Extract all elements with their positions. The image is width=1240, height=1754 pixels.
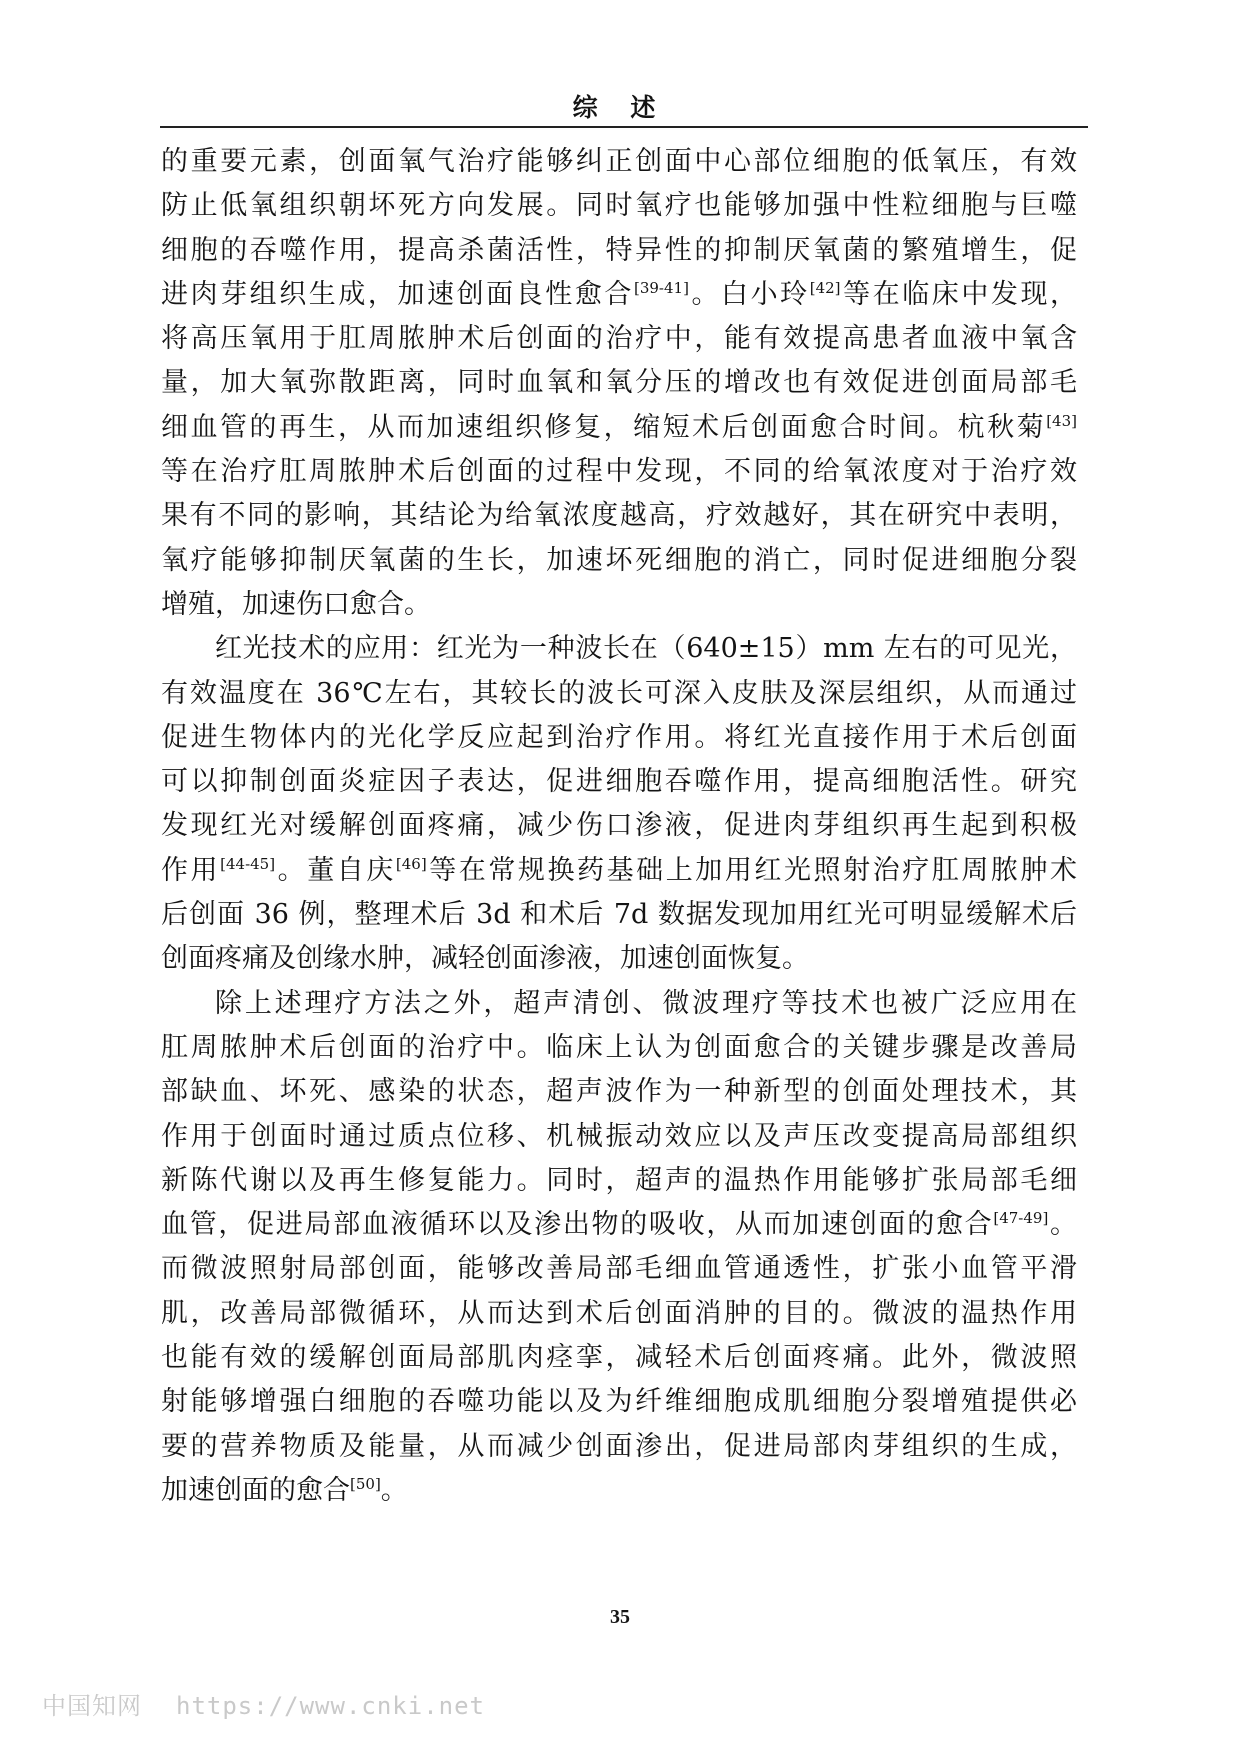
text-run: 除上述理疗方法之外，超声清创、微波理疗等技术也被广泛应用在 <box>215 987 1077 1019</box>
text-line <box>161 1336 1077 1380</box>
text-line <box>161 893 1077 937</box>
text-line <box>161 317 1077 361</box>
text-line <box>161 1292 1077 1336</box>
text-line <box>161 804 1077 848</box>
text-run: 细血管的再生，从而加速组织修复，缩短术后创面愈合时间。杭秋菊 <box>161 411 1047 443</box>
text-run: 果有不同的影响，其结论为给氧浓度越高，疗效越好，其在研究中表明， <box>161 500 1077 532</box>
text-run: 等在治疗肛周脓肿术后创面的过程中发现，不同的给氧浓度对于治疗效 <box>161 456 1077 488</box>
text-run: 可以抑制创面炎症因子表达，促进细胞吞噬作用，提高细胞活性。研究 <box>161 766 1077 798</box>
text-line <box>161 1469 1077 1513</box>
text-line <box>161 1070 1077 1114</box>
text-line <box>161 1026 1077 1070</box>
watermark <box>42 1686 485 1721</box>
text-line <box>161 716 1077 760</box>
text-line <box>161 760 1077 804</box>
text-line <box>161 140 1077 184</box>
page-number: 35 <box>610 1606 630 1628</box>
text-line <box>161 1380 1077 1424</box>
text-run: 促进生物体内的光化学反应起到治疗作用。将红光直接作用于术后创面 <box>161 721 1077 753</box>
text-line <box>161 539 1077 583</box>
text-run: 加速创面的愈合 <box>161 1474 350 1506</box>
text-run: 而微波照射局部创面，能够改善局部毛细血管通透性，扩张小血管平滑 <box>161 1253 1077 1285</box>
text-run: 将高压氧用于肛周脓肿术后创面的治疗中，能有效提高患者血液中氧含 <box>161 323 1077 355</box>
text-run: 细胞的吞噬作用，提高杀菌活性，特异性的抑制厌氧菌的繁殖增生，促 <box>161 234 1077 266</box>
text-line <box>161 937 1077 981</box>
text-run: 要的营养物质及能量，从而减少创面渗出，促进局部肉芽组织的生成， <box>161 1430 1077 1462</box>
text-run: 。白小玲 <box>688 278 810 310</box>
text-line <box>161 406 1077 450</box>
text-run: 也能有效的缓解创面局部肌肉痉挛，减轻术后创面疼痛。此外，微波照 <box>161 1342 1077 1374</box>
text-run: 射能够增强白细胞的吞噬功能以及为纤维细胞成肌细胞分裂增殖提供必 <box>161 1386 1077 1418</box>
section-header-title: 综 述 <box>572 93 668 122</box>
text-run: 增殖，加速伤口愈合。 <box>161 588 431 620</box>
text-line <box>161 361 1077 405</box>
text-line <box>161 672 1077 716</box>
text-run: 有效温度在 36℃左右，其较长的波长可深入皮肤及深层组织，从而通过 <box>161 677 1077 709</box>
text-run: 氧疗能够抑制厌氧菌的生长，加速坏死细胞的消亡，同时促进细胞分裂 <box>161 544 1077 576</box>
watermark-brand: 中国知网 <box>42 1692 142 1720</box>
citation-ref: [43] <box>1046 411 1077 430</box>
text-run: 后创面 36 例，整理术后 3d 和术后 7d 数据发现加用红光可明显缓解术后 <box>161 899 1077 931</box>
text-run: 血管，促进局部血液循环以及渗出物的吸收，从而加速创面的愈合 <box>161 1209 994 1241</box>
text-line <box>161 273 1077 317</box>
text-run: 作用 <box>161 854 221 886</box>
text-run: 创面疼痛及创缘水肿，减轻创面渗液，加速创面恢复。 <box>161 943 809 975</box>
text-run: 等在常规换药基础上加用红光照射治疗肛周脓肿术 <box>426 854 1078 886</box>
header-divider <box>160 126 1088 128</box>
text-run: 。董自庆 <box>275 854 396 886</box>
text-line <box>161 450 1077 494</box>
text-run: 。 <box>1048 1209 1077 1241</box>
text-line <box>161 229 1077 273</box>
text-line <box>161 1115 1077 1159</box>
text-run: 量，加大氧弥散距离，同时血氧和氧分压的增改也有效促进创面局部毛 <box>161 367 1077 399</box>
citation-ref: [47-49] <box>993 1209 1049 1228</box>
text-run: 。 <box>380 1474 408 1506</box>
text-line <box>161 849 1077 893</box>
text-run: 肛周脓肿术后创面的治疗中。临床上认为创面愈合的关键步骤是改善局 <box>161 1031 1077 1063</box>
text-run: 部缺血、坏死、感染的状态，超声波作为一种新型的创面处理技术，其 <box>161 1076 1077 1108</box>
citation-ref: [46] <box>395 854 427 873</box>
text-line <box>161 184 1077 228</box>
text-line <box>161 982 1077 1026</box>
text-run: 发现红光对缓解创面疼痛，减少伤口渗液，促进肉芽组织再生起到积极 <box>161 810 1077 842</box>
text-line <box>161 1203 1077 1247</box>
citation-ref: [50] <box>350 1474 381 1493</box>
body-text <box>161 140 1077 1513</box>
text-line <box>161 494 1077 538</box>
text-run: 作用于创面时通过质点位移、机械振动效应以及声压改变提高局部组织 <box>161 1120 1077 1152</box>
text-line <box>161 1247 1077 1291</box>
text-run: 新陈代谢以及再生修复能力。同时，超声的温热作用能够扩张局部毛细 <box>161 1164 1077 1196</box>
text-line <box>161 1425 1077 1469</box>
text-run: 的重要元素，创面氧气治疗能够纠正创面中心部位细胞的低氧压，有效 <box>161 146 1077 177</box>
text-run: 红光技术的应用：红光为一种波长在（640±15）mm 左右的可见光， <box>215 633 1077 665</box>
text-run: 进肉芽组织生成，加速创面良性愈合 <box>161 278 634 310</box>
text-run: 等在临床中发现， <box>840 278 1078 310</box>
text-run: 肌，改善局部微循环，从而达到术后创面消肿的目的。微波的温热作用 <box>161 1297 1077 1329</box>
watermark-url[interactable]: https://www.cnki.net <box>176 1692 485 1720</box>
text-line <box>161 627 1077 671</box>
citation-ref: [42] <box>809 278 841 297</box>
text-line <box>161 583 1077 627</box>
text-line <box>161 1159 1077 1203</box>
citation-ref: [39-41] <box>633 278 689 297</box>
text-run: 防止低氧组织朝坏死方向发展。同时氧疗也能够加强中性粒细胞与巨噬 <box>161 190 1077 222</box>
citation-ref: [44-45] <box>220 854 276 873</box>
